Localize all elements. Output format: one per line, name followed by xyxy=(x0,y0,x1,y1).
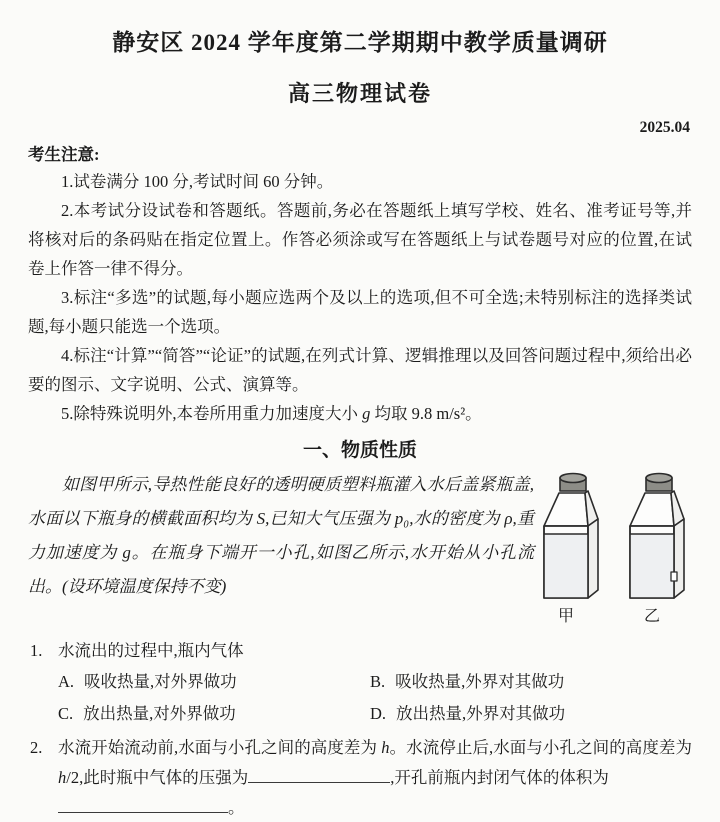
variable-h: h xyxy=(381,738,390,757)
option-d-label: D. xyxy=(370,704,387,723)
option-d-text: 放出热量,外界对其做功 xyxy=(396,704,566,723)
variable-g: g xyxy=(362,404,371,423)
question-2 xyxy=(28,733,692,822)
question-2-seg: 水流开始流动前,水面与小孔之间的高度差为 xyxy=(58,738,382,757)
question-2-seg: 。 xyxy=(228,798,245,817)
figure-label-jia: 甲 xyxy=(557,608,575,625)
section-heading: 一、物质性质 xyxy=(302,440,417,461)
notice-item-2: 2.本考试分设试卷和答题纸。答题前,务必在答题纸上填写学校、姓名、准考证号等,并将核对后的条码贴在指定位置上。作答必须涂或写在答题纸上与试卷题号对应的位置,在试卷上作答一律不得分。 xyxy=(28,201,692,278)
question-1-options xyxy=(28,667,692,729)
paper-subtitle: 高三物理试卷 xyxy=(287,81,432,106)
option-d xyxy=(370,699,692,729)
notice-item-4: 4.标注“计算”“简答”“论证”的试题,在列式计算、逻辑推理以及回答问题过程中,须给出必要的图示、文字说明、公式、演算等。 xyxy=(28,346,692,394)
question-1-number: 1. xyxy=(30,641,43,660)
page-title: 静安区 2024 学年度第二学期期中教学质量调研 xyxy=(112,30,608,55)
notice-item-1: 1.试卷满分 100 分,考试时间 60 分钟。 xyxy=(61,172,334,191)
option-c-text: 放出热量,对外界做功 xyxy=(83,704,236,723)
answer-blank-pressure xyxy=(248,766,390,783)
bottle-diagram-icon xyxy=(540,470,692,628)
option-a-text: 吸收热量,对外界做功 xyxy=(84,672,237,691)
variable-rho: ρ xyxy=(504,509,513,528)
option-c xyxy=(58,699,370,729)
variable-S: S xyxy=(256,509,266,528)
option-b xyxy=(370,667,692,697)
question-2-seg: /2,此时瓶中气体的压强为 xyxy=(66,768,249,787)
variable-p0: p₀ xyxy=(394,509,410,528)
bottles-figure xyxy=(540,470,692,633)
question-2-seg: 。水流停止后,水面与小孔之间的高度差为 xyxy=(389,738,693,757)
question-1 xyxy=(28,636,692,666)
notice-item-5 xyxy=(28,399,692,428)
bottle-yi-icon xyxy=(630,474,684,599)
figure-label-yi: 乙 xyxy=(643,608,661,625)
question-2-seg: ,开孔前瓶内封闭气体的体积为 xyxy=(390,768,609,787)
variable-g: g xyxy=(122,543,131,562)
option-a-label: A. xyxy=(58,672,75,691)
answer-blank-volume xyxy=(58,796,228,813)
exam-date: 2025.04 xyxy=(639,119,690,136)
bottle-hole-icon xyxy=(671,572,677,581)
option-b-text: 吸收热量,外界对其做功 xyxy=(395,672,565,691)
passage-seg: 如图甲所示,导热性能良好的透明硬质塑料瓶灌入水后盖紧瓶盖,水面以下瓶身的横截面积均为 xyxy=(28,475,534,528)
question-2-number: 2. xyxy=(30,738,43,757)
notice-item-5-tail: 均取 9.8 m/s²。 xyxy=(370,404,482,423)
variable-h: h xyxy=(58,768,67,787)
passage-seg: 。在瓶身下端开一小孔,如图乙所示,水开始从小孔流出。(设环境温度保持不变) xyxy=(28,543,535,596)
option-c-label: C. xyxy=(58,704,74,723)
option-b-label: B. xyxy=(370,672,386,691)
candidate-notice xyxy=(28,143,692,428)
passage-block xyxy=(28,468,692,633)
notice-item-5-text: 5.除特殊说明外,本卷所用重力加速度大小 xyxy=(61,404,363,423)
passage-seg: ,重力加速度为 xyxy=(28,509,535,562)
notice-heading: 考生注意: xyxy=(28,145,100,164)
option-a xyxy=(58,667,370,697)
passage-seg: ,已知大气压强为 xyxy=(265,509,395,528)
bottle-jia-icon xyxy=(544,474,598,599)
notice-item-3: 3.标注“多选”的试题,每小题应选两个及以上的选项,但不可全选;未特别标注的选择类试题,每小题只能选一个选项。 xyxy=(28,288,692,336)
passage-seg: ,水的密度为 xyxy=(409,509,505,528)
question-1-stem: 水流出的过程中,瓶内气体 xyxy=(58,641,244,660)
